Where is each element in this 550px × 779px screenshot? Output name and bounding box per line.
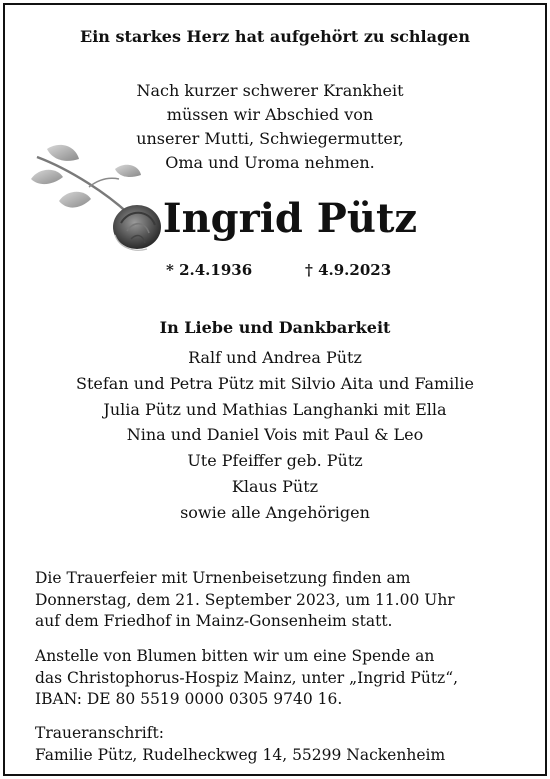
family-line: Klaus Pütz (231, 476, 319, 496)
death-date: † 4.9.2023 (305, 261, 392, 279)
family-line: Stefan und Petra Pütz mit Silvio Aita und Familie (76, 373, 474, 393)
donation-line: das Christophorus-Hospiz Mainz, unter „Ingrid Pütz“, (35, 668, 459, 687)
ceremony-line: Die Trauerfeier mit Urnenbeisetzung finden am (35, 569, 411, 587)
obituary-card (3, 3, 547, 776)
family-line: Ute Pfeiffer geb. Pütz (187, 451, 363, 471)
deceased-name: Ingrid Pütz (162, 195, 418, 242)
family-list (5, 345, 545, 526)
family-line: sowie alle Angehörigen (180, 502, 370, 522)
mourning-address (35, 723, 535, 766)
family-line: Ralf und Andrea Pütz (188, 348, 362, 367)
thanks-heading: In Liebe und Dankbarkeit (159, 318, 391, 337)
family-line: Nina und Daniel Vois mit Paul & Leo (126, 425, 424, 445)
intro-line: Nach kurzer schwerer Krankheit (136, 81, 404, 100)
intro-line: Oma und Uroma nehmen. (165, 153, 375, 172)
ceremony-line: auf dem Friedhof in Mainz-Gonsenheim statt. (35, 612, 393, 630)
address-line: Traueranschrift: (35, 724, 164, 742)
intro-line: unserer Mutti, Schwiegermutter, (136, 129, 404, 148)
ceremony-info (35, 568, 535, 633)
headline: Ein starkes Herz hat aufgehört zu schlagen (80, 27, 470, 46)
ceremony-line: Donnerstag, dem 21. September 2023, um 11.00 Uhr (35, 590, 455, 609)
donation-info (35, 646, 535, 711)
address-line: Familie Pütz, Rudelheckweg 14, 55299 Nackenheim (35, 745, 446, 764)
donation-line: Anstelle von Blumen bitten wir um eine Spende an (35, 647, 435, 665)
donation-line: IBAN: DE 80 5519 0000 0305 9740 16. (35, 690, 343, 708)
birth-date: * 2.4.1936 (166, 261, 253, 279)
family-line: Julia Pütz und Mathias Langhanki mit Ella (103, 399, 447, 419)
intro-line: müssen wir Abschied von (166, 105, 374, 124)
